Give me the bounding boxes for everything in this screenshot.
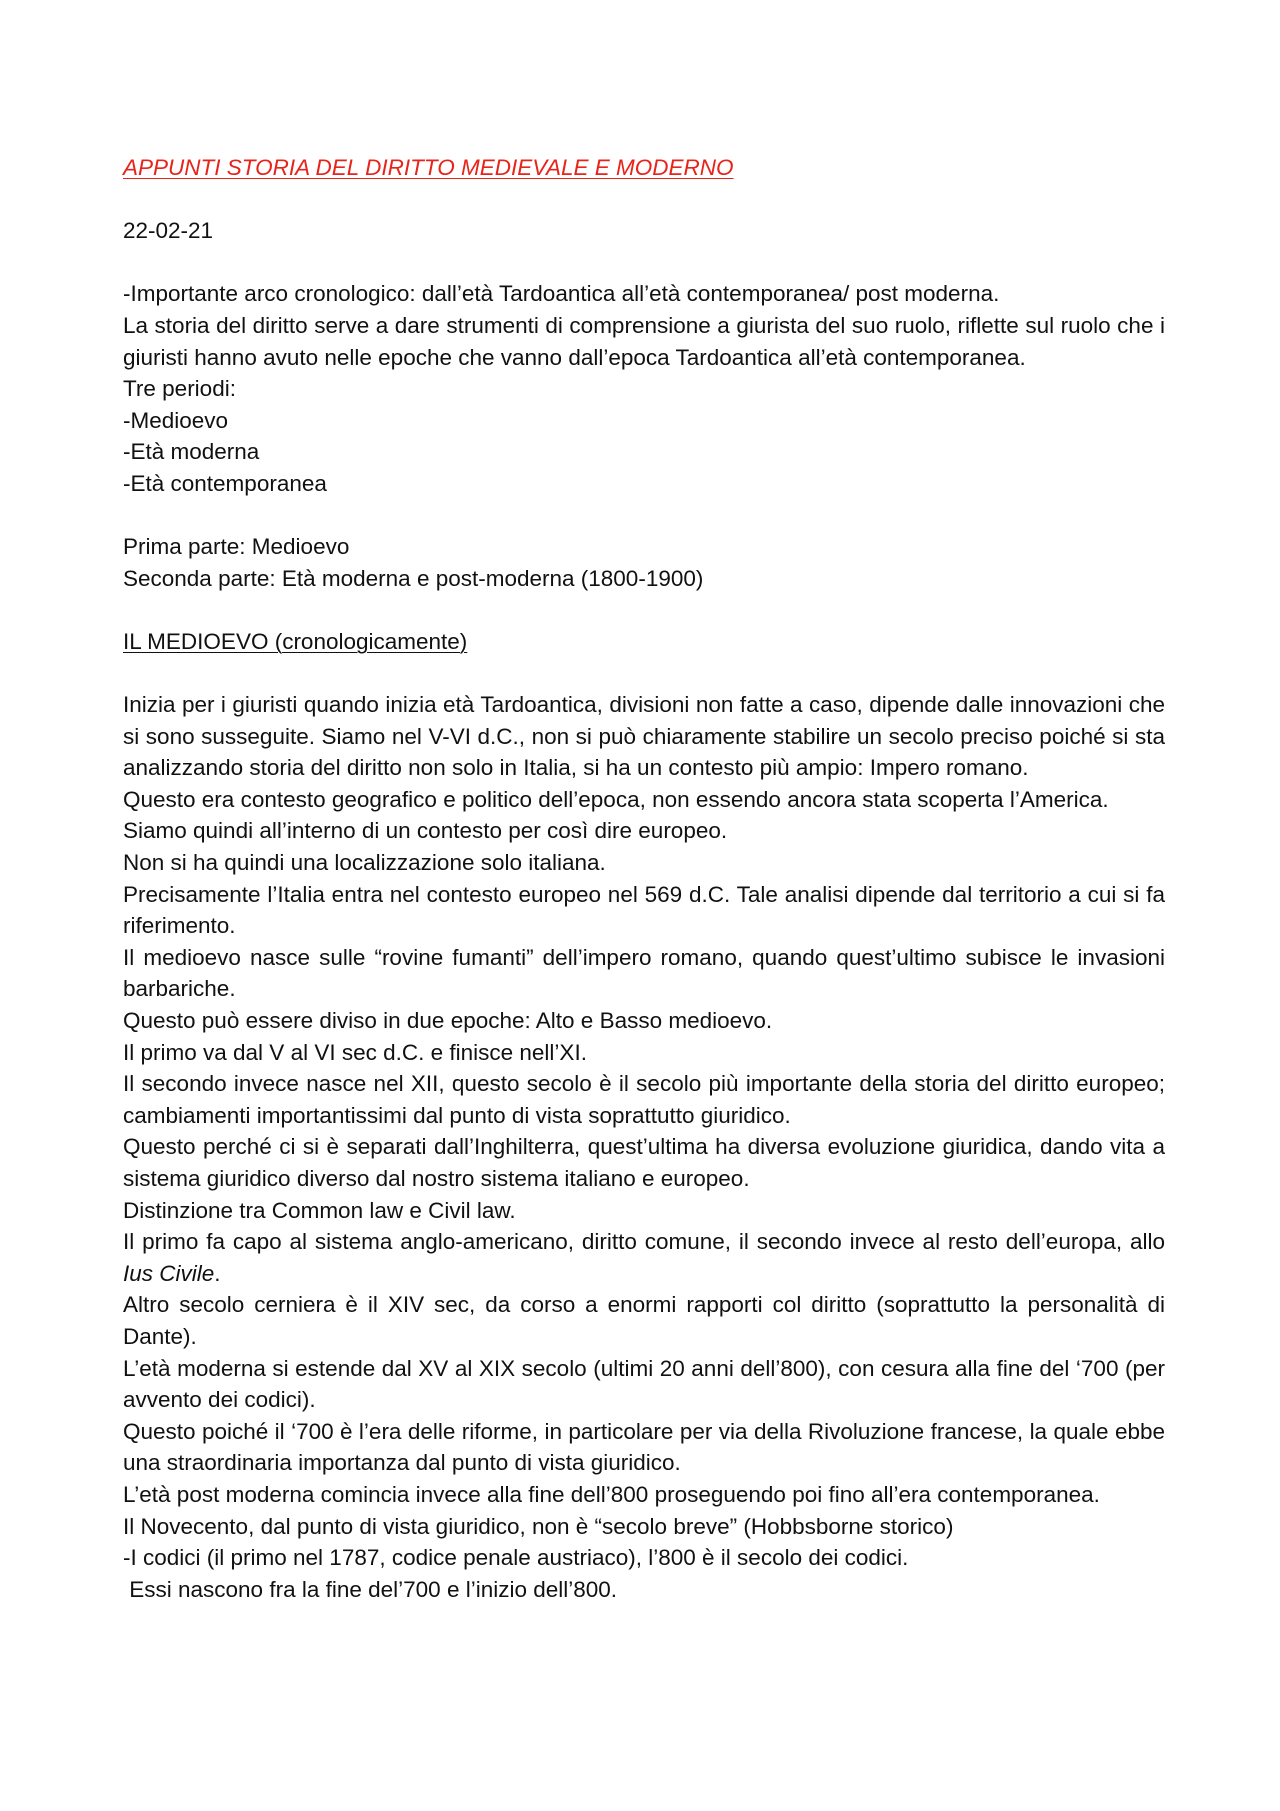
paragraph-text: .: [214, 1260, 221, 1286]
section-paragraph: Non si ha quindi una localizzazione solo italiana.: [123, 850, 606, 876]
spacer: [123, 594, 1165, 626]
period-item: -Età contemporanea: [123, 470, 327, 496]
ius-civile-term: Ius Civile: [123, 1260, 215, 1286]
section-paragraph: Il Novecento, dal punto di vista giuridico, non è “secolo breve” (Hobbsborne storico): [123, 1513, 954, 1539]
paragraph-text: Il primo fa capo al sistema anglo-americano, diritto comune, il secondo invece al resto dell’europa, allo: [123, 1229, 1165, 1255]
periods-label: Tre periodi:: [123, 376, 236, 402]
section-paragraph: L’età post moderna comincia invece alla fine dell’800 proseguendo poi fino all’era contemporanea.: [123, 1481, 1100, 1507]
section-paragraph: Il secondo invece nasce nel XII, questo secolo è il secolo più importante della storia del diritto europeo; cambiamenti importantissimi dal punto di vista soprattutto giuridico.: [123, 1071, 1165, 1128]
section-heading: IL MEDIOEVO (cronologicamente): [123, 628, 468, 654]
section-paragraph: L’età moderna si estende dal XV al XIX secolo (ultimi 20 anni dell’800), con cesura alla fine del ‘700 (per avvento dei codici).: [123, 1355, 1165, 1413]
section-paragraph: Questo può essere diviso in due epoche: Alto e Basso medioevo.: [123, 1008, 773, 1034]
spacer: [123, 184, 1165, 216]
section-paragraph: Questo poiché il ‘700 è l’era delle riforme, in particolare per via della Rivoluzione francese, la quale ebbe una straordinaria importanza dal punto di vista giuridico.: [123, 1418, 1165, 1476]
intro-paragraph-2: La storia del diritto serve a dare strumenti di comprensione a giurista del suo ruolo, riflette sul ruolo che i giuristi hanno avuto nelle epoche che vanno dall’epoca Tardoantica all’età contemporanea.: [123, 312, 1165, 370]
period-item: -Medioevo: [123, 407, 229, 433]
spacer: [123, 658, 1165, 690]
section-paragraph: Il medioevo nasce sulle “rovine fumanti” dell’impero romano, quando quest’ultimo subisce le invasioni barbariche.: [123, 944, 1165, 1002]
intro-paragraph-1: -Importante arco cronologico: dall’età Tardoantica all’età contemporanea/ post moderna.: [123, 281, 1000, 307]
document-date: 22-02-21: [123, 218, 214, 244]
section-paragraph: Siamo quindi all’interno di un contesto per così dire europeo.: [123, 818, 728, 844]
spacer: [123, 500, 1165, 532]
section-paragraph: Distinzione tra Common law e Civil law.: [123, 1197, 516, 1223]
section-paragraph: Precisamente l’Italia entra nel contesto europeo nel 569 d.C. Tale analisi dipende dal territorio a cui si fa riferimento.: [123, 881, 1165, 939]
spacer: [123, 247, 1165, 279]
document-page: [123, 152, 1165, 1605]
section-paragraph: Questo perché ci si è separati dall’Inghilterra, quest’ultima ha diversa evoluzione giuridica, dando vita a sistema giuridico diverso dal nostro sistema italiano e europeo.: [123, 1134, 1165, 1191]
period-item: -Età moderna: [123, 439, 260, 465]
section-paragraph: Il primo va dal V al VI sec d.C. e finisce nell’XI.: [123, 1039, 587, 1065]
section-paragraph: [123, 1226, 1165, 1289]
document-title: APPUNTI STORIA DEL DIRITTO MEDIEVALE E MODERNO: [123, 155, 734, 180]
section-paragraph: Altro secolo cerniera è il XIV sec, da corso a enormi rapporti col diritto (soprattutto la personalità di Dante).: [123, 1292, 1165, 1349]
part-first: Prima parte: Medioevo: [123, 534, 350, 560]
section-paragraph: -I codici (il primo nel 1787, codice penale austriaco), l’800 è il secolo dei codici.: [123, 1545, 909, 1571]
section-paragraph: Inizia per i giuristi quando inizia età Tardoantica, divisioni non fatte a caso, dipende dalle innovazioni che si sono susseguite. Siamo nel V-VI d.C., non si può chiaramente stabilire un secolo preciso poiché si sta analizzando storia del diritto non solo in Italia, si ha un contesto più ampio: Impero romano.: [123, 692, 1165, 781]
section-paragraph: Questo era contesto geografico e politico dell’epoca, non essendo ancora stata scoperta l’America.: [123, 786, 1109, 812]
part-second: Seconda parte: Età moderna e post-moderna (1800-1900): [123, 565, 704, 591]
section-paragraph: Essi nascono fra la fine del’700 e l’inizio dell’800.: [123, 1576, 618, 1602]
